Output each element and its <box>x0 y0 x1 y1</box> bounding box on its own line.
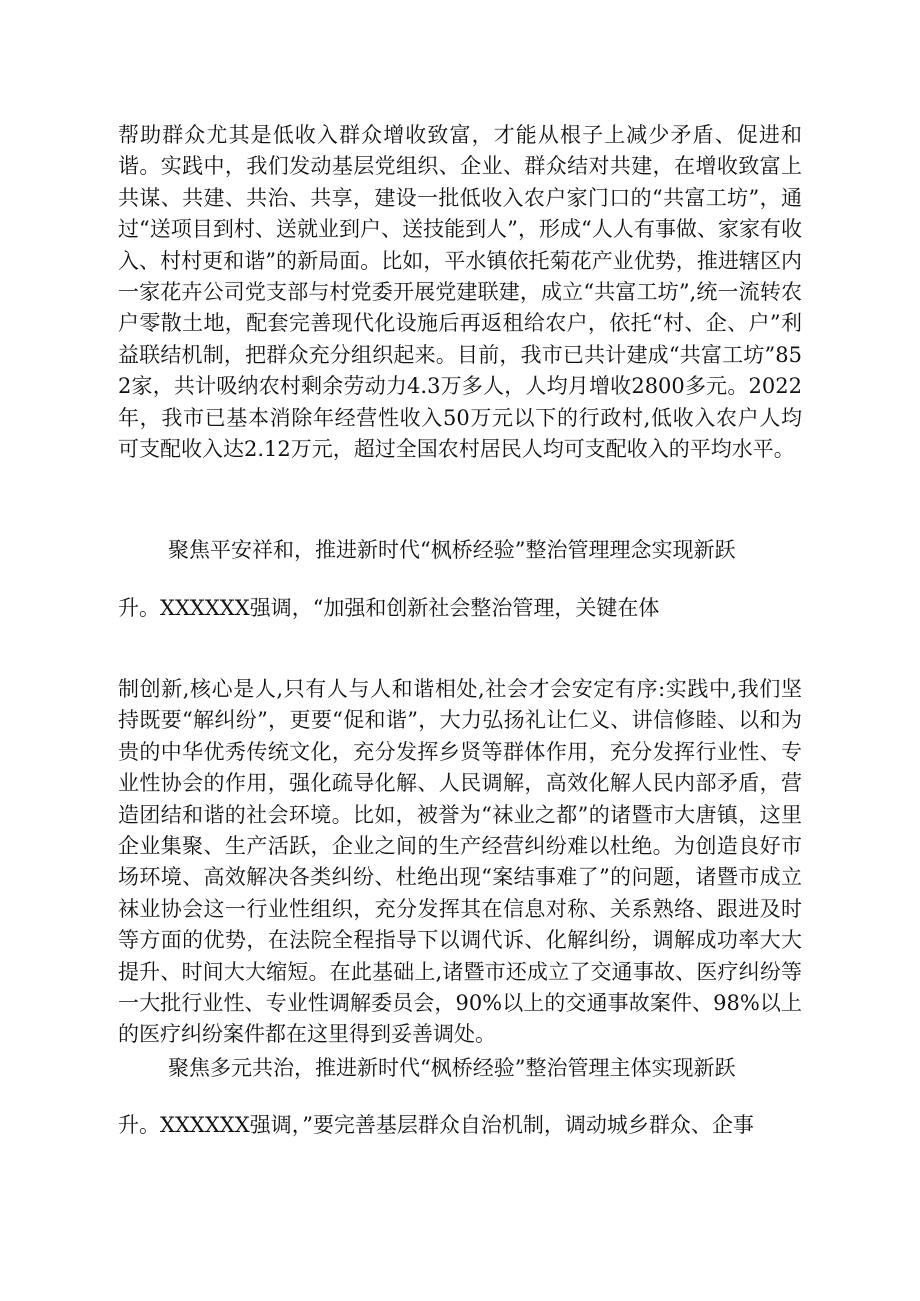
section-heading-co-governance-line-1: 聚焦多元共治，推进新时代“枫桥经验”整治管理主体实现新跃 <box>168 1056 736 1080</box>
body-paragraph-mediation: 制创新,核心是人,只有人与人和谐相处,社会才会安定有序:实践中,我们坚持既要“解纠纷”，更要“促和谐”，大力弘扬礼让仁义、讲信修睦、以和为贵的中华优秀传统文化，充分发挥乡贤等群体作用，充分发挥行业性、专业性协会的作用，强化疏导化解、人民调解，高效化解人民内部矛盾，营造团结和谐的社会环境。比如，被誉为“袜业之都”的诸暨市大唐镇，这里企业集聚、生产活跃，企业之间的生产经营纠纷难以杜绝。为创造良好市场环境、高效解决各类纠纷、杜绝出现“案结事难了”的问题，诸暨市成立袜业协会这一行业性组织，充分发挥其在信息对称、关系熟络、跟进及时等方面的优势，在法院全程指导下以调代诉、化解纠纷，调解成功率大大提升、时间大大缩短。在此基础上,诸暨市还成立了交通事故、医疗纠纷等一大批行业性、专业性调解委员会，90%以上的交通事故案件、98%以上的医疗纠纷案件都在这里得到妥善调处。 <box>118 677 802 1047</box>
section-heading-co-governance-line-2: 升。XXXXXX强调，”要完善基层群众自治机制，调动城乡群众、企事 <box>118 1113 754 1137</box>
body-paragraph-common-prosperity: 帮助群众尤其是低收入群众增收致富，才能从根子上减少矛盾、促进和谐。实践中，我们发动基层党组织、企业、群众结对共建，在增收致富上共谋、共建、共治、共享，建设一批低收入农户家门口的“共富工坊”，通过“送项目到村、送就业到户、送技能到人”，形成“人人有事做、家家有收入、村村更和谐”的新局面。比如，平水镇依托菊花产业优势，推进辖区内一家花卉公司党支部与村党委开展党建联建，成立“共富工坊”,统一流转农户零散土地，配套完善现代化设施后再返租给农户，依托“村、企、户”利益联结机制，把群众充分组织起来。目前，我市已共计建成“共富工坊”852家，共计吸纳农村剩余劳动力4.3万多人，人均月增收2800多元。2022年，我市已基本消除年经营性收入50万元以下的行政村,低收入农户人均可支配收入达2.12万元，超过全国农村居民人均可支配收入的平均水平。 <box>118 123 802 462</box>
section-heading-peace-line-1: 聚焦平安祥和，推进新时代“枫桥经验”整治管理理念实现新跃 <box>168 538 736 562</box>
section-heading-peace-line-2: 升。XXXXXX强调，“加强和创新社会整治管理，关键在体 <box>118 596 660 620</box>
